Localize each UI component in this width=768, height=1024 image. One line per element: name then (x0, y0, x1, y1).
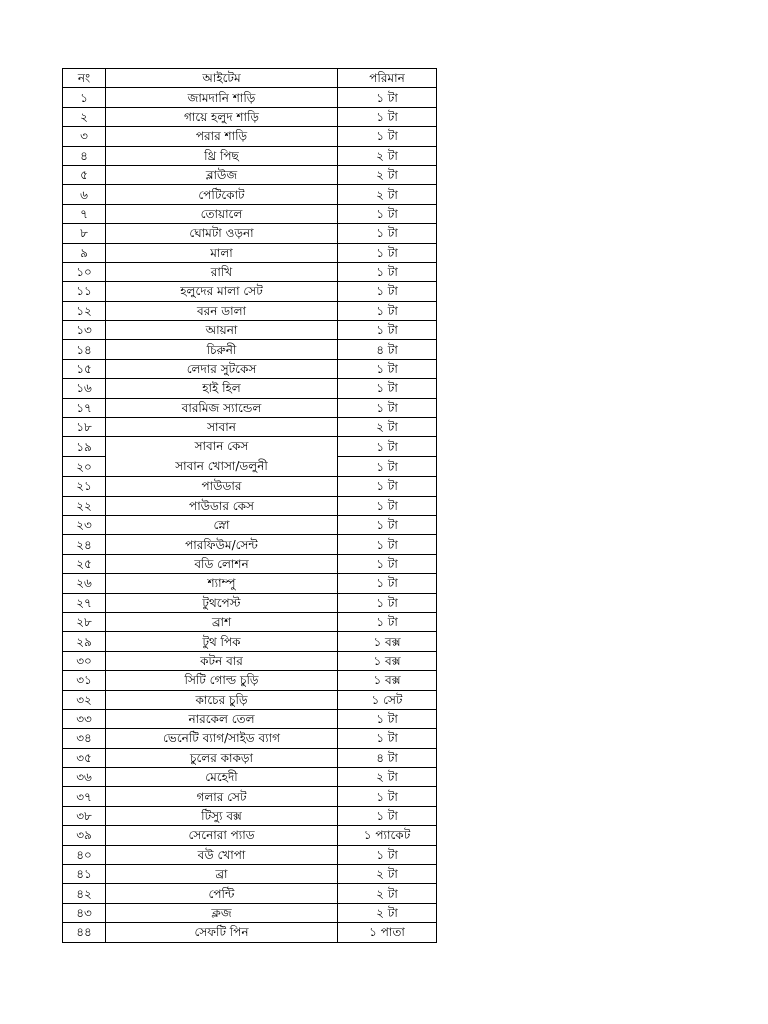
item-name-cell: বউ খোপা (106, 845, 338, 864)
quantity-cell: ১ টা (338, 477, 437, 496)
quantity-cell: ১ টা (338, 709, 437, 728)
quantity-cell: ১ টা (338, 359, 437, 378)
row-number-cell: ৩১ (63, 671, 106, 690)
table-row (63, 651, 437, 670)
header-row (63, 69, 437, 88)
quantity-cell: ২ টা (338, 768, 437, 787)
table-row (63, 321, 437, 340)
table-row (63, 282, 437, 301)
item-name-cell: চিরুনী (106, 340, 338, 359)
item-name-cell: পেটিকোট (106, 185, 338, 204)
quantity-cell: ১ টা (338, 398, 437, 417)
item-name-cell: টিস্যু বক্স (106, 806, 338, 825)
item-name-cell: কটন বার (106, 651, 338, 670)
item-name-cell: ঘোমটা ওড়না (106, 224, 338, 243)
row-number-cell: ২৮ (63, 612, 106, 631)
table-row (63, 574, 437, 593)
table-row (63, 301, 437, 320)
item-name-cell: স্নো (106, 515, 338, 534)
row-number-cell: ৩০ (63, 651, 106, 670)
quantity-cell: ২ টা (338, 865, 437, 884)
quantity-cell: ১ টা (338, 107, 437, 126)
table-row (63, 845, 437, 864)
row-number-cell: ৯ (63, 243, 106, 262)
row-number-cell: ৩৮ (63, 806, 106, 825)
quantity-cell: ২ টা (338, 185, 437, 204)
item-name-cell: বরন ডালা (106, 301, 338, 320)
row-number-cell: ৮ (63, 224, 106, 243)
row-number-cell: ১৪ (63, 340, 106, 359)
quantity-cell: ১ টা (338, 515, 437, 534)
quantity-cell: ১ টা (338, 612, 437, 631)
row-number-cell: ২ (63, 107, 106, 126)
table-row (63, 127, 437, 146)
row-number-cell: ৪৪ (63, 923, 106, 942)
row-number-cell: ২০ (63, 457, 106, 477)
quantity-cell: ১ টা (338, 729, 437, 748)
item-name-cell: হাই হিল (106, 379, 338, 398)
row-number-cell: ১৭ (63, 398, 106, 417)
row-number-cell: ১১ (63, 282, 106, 301)
table-row (63, 690, 437, 709)
header-number: নং (63, 69, 106, 88)
row-number-cell: ২২ (63, 496, 106, 515)
table-row (63, 165, 437, 184)
item-name-cell: ব্রা (106, 865, 338, 884)
table-row (63, 748, 437, 767)
table-row (63, 515, 437, 534)
item-name-cell: ব্রাশ (106, 612, 338, 631)
row-number-cell: ৪০ (63, 845, 106, 864)
table-row (63, 340, 437, 359)
quantity-cell: ১ প্যাকেট (338, 826, 437, 845)
table-row (63, 884, 437, 903)
table-row (63, 204, 437, 223)
quantity-cell: ১ টা (338, 496, 437, 515)
table-row (63, 535, 437, 554)
row-number-cell: ৩২ (63, 690, 106, 709)
row-number-cell: ৩৪ (63, 729, 106, 748)
row-number-cell: ২১ (63, 477, 106, 496)
item-name-cell: পাউডার (106, 477, 338, 496)
quantity-cell: ১ টা (338, 127, 437, 146)
table-row (63, 554, 437, 573)
item-name-cell: জামদানি শাড়ি (106, 88, 338, 107)
quantity-cell: ১ টা (338, 243, 437, 262)
table-body-top (63, 88, 437, 437)
table-row (63, 496, 437, 515)
item-name-cell: গায়ে হলুদ শাড়ি (106, 107, 338, 126)
item-name-cell: গলার সেট (106, 787, 338, 806)
row-number-cell: ২৯ (63, 632, 106, 651)
quantity-cell: ১ সেট (338, 690, 437, 709)
table-row (63, 398, 437, 417)
quantity-cell: ২ টা (338, 903, 437, 922)
row-number-cell: ৩৩ (63, 709, 106, 728)
table-row (63, 903, 437, 922)
row-number-cell: ৩৫ (63, 748, 106, 767)
quantity-cell: ২ টা (338, 884, 437, 903)
row-number-cell: ৫ (63, 165, 106, 184)
item-name-cell: লেদার সুটকেস (106, 359, 338, 378)
item-name-cell: থ্রি পিছ (106, 146, 338, 165)
item-name-cell: পেন্টি (106, 884, 338, 903)
quantity-cell: ২ টা (338, 146, 437, 165)
table-row (63, 826, 437, 845)
table-row (63, 379, 437, 398)
item-name-cell: তোয়ালে (106, 204, 338, 223)
table-row (63, 671, 437, 690)
item-name: সাবান খোসা/ডলুনী (175, 458, 268, 473)
table-row (63, 865, 437, 884)
row-number-cell: ১৫ (63, 359, 106, 378)
table-row (63, 359, 437, 378)
table-row (63, 477, 437, 496)
table-row (63, 243, 437, 262)
item-name-cell: সাবান (106, 418, 338, 437)
item-name-cell: মালা (106, 243, 338, 262)
item-name-cell: পারফিউম/সেন্ট (106, 535, 338, 554)
quantity-cell: ১ টা (338, 535, 437, 554)
quantity-cell: ১ টা (338, 224, 437, 243)
item-name-cell: টুথপেস্ট (106, 593, 338, 612)
quantity-cell: ১ টা (338, 845, 437, 864)
item-name-cell: কাচের চুড়ি (106, 690, 338, 709)
table-row (63, 437, 437, 457)
table-row (63, 768, 437, 787)
row-number-cell: ৩৯ (63, 826, 106, 845)
quantity-cell: ৪ টা (338, 340, 437, 359)
quantity-cell: ১ টা (338, 457, 437, 477)
header-quantity: পরিমান (338, 69, 437, 88)
row-number-cell: ২৭ (63, 593, 106, 612)
row-number-cell: ৪২ (63, 884, 106, 903)
table-row (63, 185, 437, 204)
row-number-cell: ৩ (63, 127, 106, 146)
item-name-cell: আয়না (106, 321, 338, 340)
item-name-cell: পরার শাড়ি (106, 127, 338, 146)
item-name-cell: সেফটি পিন (106, 923, 338, 942)
row-number-cell: ৩৭ (63, 787, 106, 806)
merged-item-cell (106, 437, 338, 477)
row-number-cell: ১৮ (63, 418, 106, 437)
item-name-cell: ভেনেটি ব্যাগ/সাইড ব্যাগ (106, 729, 338, 748)
row-number-cell: ২৫ (63, 554, 106, 573)
quantity-cell: ১ টা (338, 301, 437, 320)
row-number-cell: ১৯ (63, 437, 106, 457)
row-number-cell: ১ (63, 88, 106, 107)
item-list-table (62, 68, 437, 943)
quantity-cell: ১ বক্স (338, 651, 437, 670)
row-number-cell: ১২ (63, 301, 106, 320)
quantity-cell: ১ টা (338, 262, 437, 281)
item-name-cell: ব্লাউজ (106, 165, 338, 184)
row-number-cell: ২৩ (63, 515, 106, 534)
row-number-cell: ৪ (63, 146, 106, 165)
item-name-cell: রাখি (106, 262, 338, 281)
table-row (63, 146, 437, 165)
quantity-cell: ১ টা (338, 282, 437, 301)
row-number-cell: ২৬ (63, 574, 106, 593)
table-row (63, 709, 437, 728)
quantity-cell: ১ টা (338, 437, 437, 457)
item-name-cell: বারমিজ স্যান্ডেল (106, 398, 338, 417)
table-row (63, 787, 437, 806)
item-name-cell: সিটি গোল্ড চুড়ি (106, 671, 338, 690)
quantity-cell: ১ টা (338, 204, 437, 223)
table-body-bottom (63, 477, 437, 942)
table-row (63, 612, 437, 631)
item-name-cell: নারকেল তেল (106, 709, 338, 728)
item-name-cell: হলুদের মালা সেট (106, 282, 338, 301)
table-row (63, 593, 437, 612)
table-row (63, 107, 437, 126)
item-name-cell: পাউডার কেস (106, 496, 338, 515)
quantity-cell: ১ টা (338, 379, 437, 398)
quantity-cell: ১ টা (338, 88, 437, 107)
table-row (63, 729, 437, 748)
quantity-cell: ৪ টা (338, 748, 437, 767)
row-number-cell: ৬ (63, 185, 106, 204)
item-name-cell: বডি লোশন (106, 554, 338, 573)
table-row (63, 88, 437, 107)
row-number-cell: ২৪ (63, 535, 106, 554)
quantity-cell: ১ টা (338, 787, 437, 806)
quantity-cell: ১ টা (338, 321, 437, 340)
item-name-cell: সেনোরা প্যাড (106, 826, 338, 845)
table-body-merged (63, 437, 437, 477)
quantity-cell: ১ টা (338, 574, 437, 593)
quantity-cell: ২ টা (338, 165, 437, 184)
row-number-cell: ৪১ (63, 865, 106, 884)
item-name-cell: টুথ পিক (106, 632, 338, 651)
table-row (63, 923, 437, 942)
quantity-cell: ১ টা (338, 806, 437, 825)
item-name-cell: শ্যাম্পু (106, 574, 338, 593)
row-number-cell: ১৩ (63, 321, 106, 340)
row-number-cell: ১০ (63, 262, 106, 281)
table-row (63, 262, 437, 281)
table-row (63, 632, 437, 651)
item-name-cell: চুলের কাকড়া (106, 748, 338, 767)
quantity-cell: ১ টা (338, 593, 437, 612)
item-name-cell: মেহেদী (106, 768, 338, 787)
table-row (63, 418, 437, 437)
quantity-cell: ১ টা (338, 554, 437, 573)
header-item: আইটেম (106, 69, 338, 88)
quantity-cell: ১ বক্স (338, 671, 437, 690)
table-row (63, 806, 437, 825)
table-row (63, 224, 437, 243)
row-number-cell: ৭ (63, 204, 106, 223)
row-number-cell: ৪৩ (63, 903, 106, 922)
item-name: সাবান কেস (194, 439, 249, 454)
item-name-cell: ক্লজ (106, 903, 338, 922)
row-number-cell: ৩৬ (63, 768, 106, 787)
quantity-cell: ১ বক্স (338, 632, 437, 651)
quantity-cell: ১ পাতা (338, 923, 437, 942)
quantity-cell: ২ টা (338, 418, 437, 437)
row-number-cell: ১৬ (63, 379, 106, 398)
